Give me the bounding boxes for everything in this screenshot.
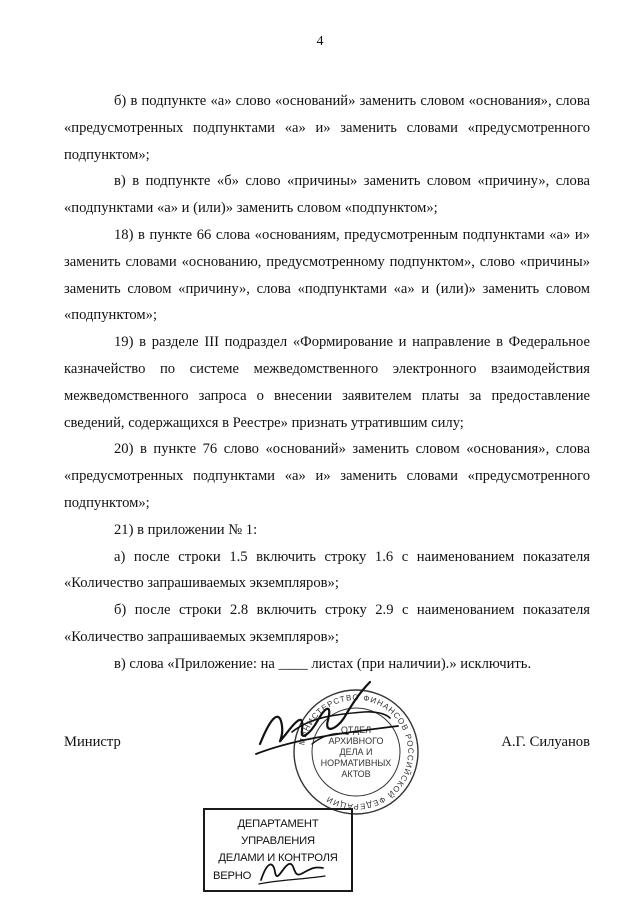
paragraph-item-19: 19) в разделе III подраздел «Формирование и направление в Федеральное казначейство по системе межведомственного электронного взаимодействия межведомственного запроса о внесении заявителем платы за предоставление сведений, содержащихся в Реестре» признать утратившим силу; [64,334,590,431]
stamp-signature [257,856,327,890]
svg-text:МИНИСТЕРСТВО ФИНАНСОВ РОССИЙСК: МИНИСТЕРСТВО ФИНАНСОВ РОССИЙСКОЙ ФЕДЕРАЦИИ [297,692,416,812]
paragraph-item-21-a: а) после строки 1.5 включить строку 1.6 с наименованием показателя «Количество запрашиваемых экземпляров»; [64,548,590,592]
paragraph-b-subpoint-a: б) в подпункте «а» слово «оснований» заменить словом «основания», слова «предусмотренных подпунктами «а» и» заменить словами «предусмотренного подпунктом»; [64,93,590,163]
paragraph-v-subpoint-b: в) в подпункте «б» слово «причины» заменить словом «причину», слова «подпунктами «а» и (или)» заменить словом «подпунктом»; [64,173,590,217]
seal-center-line: АРХИВНОГО [328,736,384,746]
paragraph-item-21-v: в) слова «Приложение: на ____ листах (при наличии).» исключить. [114,655,532,672]
seal-center-line: НОРМАТИВНЫХ [320,758,392,768]
paragraph-item-21-b: б) после строки 2.8 включить строку 2.9 с наименованием показателя «Количество запрашиваемых экземпляров»; [64,602,590,645]
stamp-verno-label: ВЕРНО [213,870,252,882]
page-number: 4 [316,34,324,49]
paragraph-item-21: 21) в приложении № 1: [114,521,258,538]
seal-center-line: АКТОВ [341,769,371,779]
handwritten-signature [252,674,402,774]
paragraph-item-18: 18) в пункте 66 слова «основаниям, предусмотренным подпунктами «а» и» заменить словами «основанию, предусмотренному подпунктом», слово «причины» заменить словом «причину», слова «подпунктами «а» и (или)» заменить словом «подпунктом»; [64,226,590,324]
seal-center-line: ДЕЛА И [339,747,373,757]
signatory-name: А.Г. Силуанов [501,734,590,750]
paragraph-item-20: 20) в пункте 76 слово «оснований» заменить словом «основания», слова «предусмотренных подпунктами «а» и» заменить словами «предусмотренного подпунктом»; [64,441,590,511]
certification-stamp [203,808,353,892]
signatory-role: Министр [64,734,121,750]
document-body [64,88,590,678]
stamp-department-line2: ДЕЛАМИ И КОНТРОЛЯ [218,852,338,864]
stamp-department-line1: ДЕПАРТАМЕНТ УПРАВЛЕНИЯ [237,818,319,847]
seal-center-line: ОТДЕЛ [340,725,372,735]
